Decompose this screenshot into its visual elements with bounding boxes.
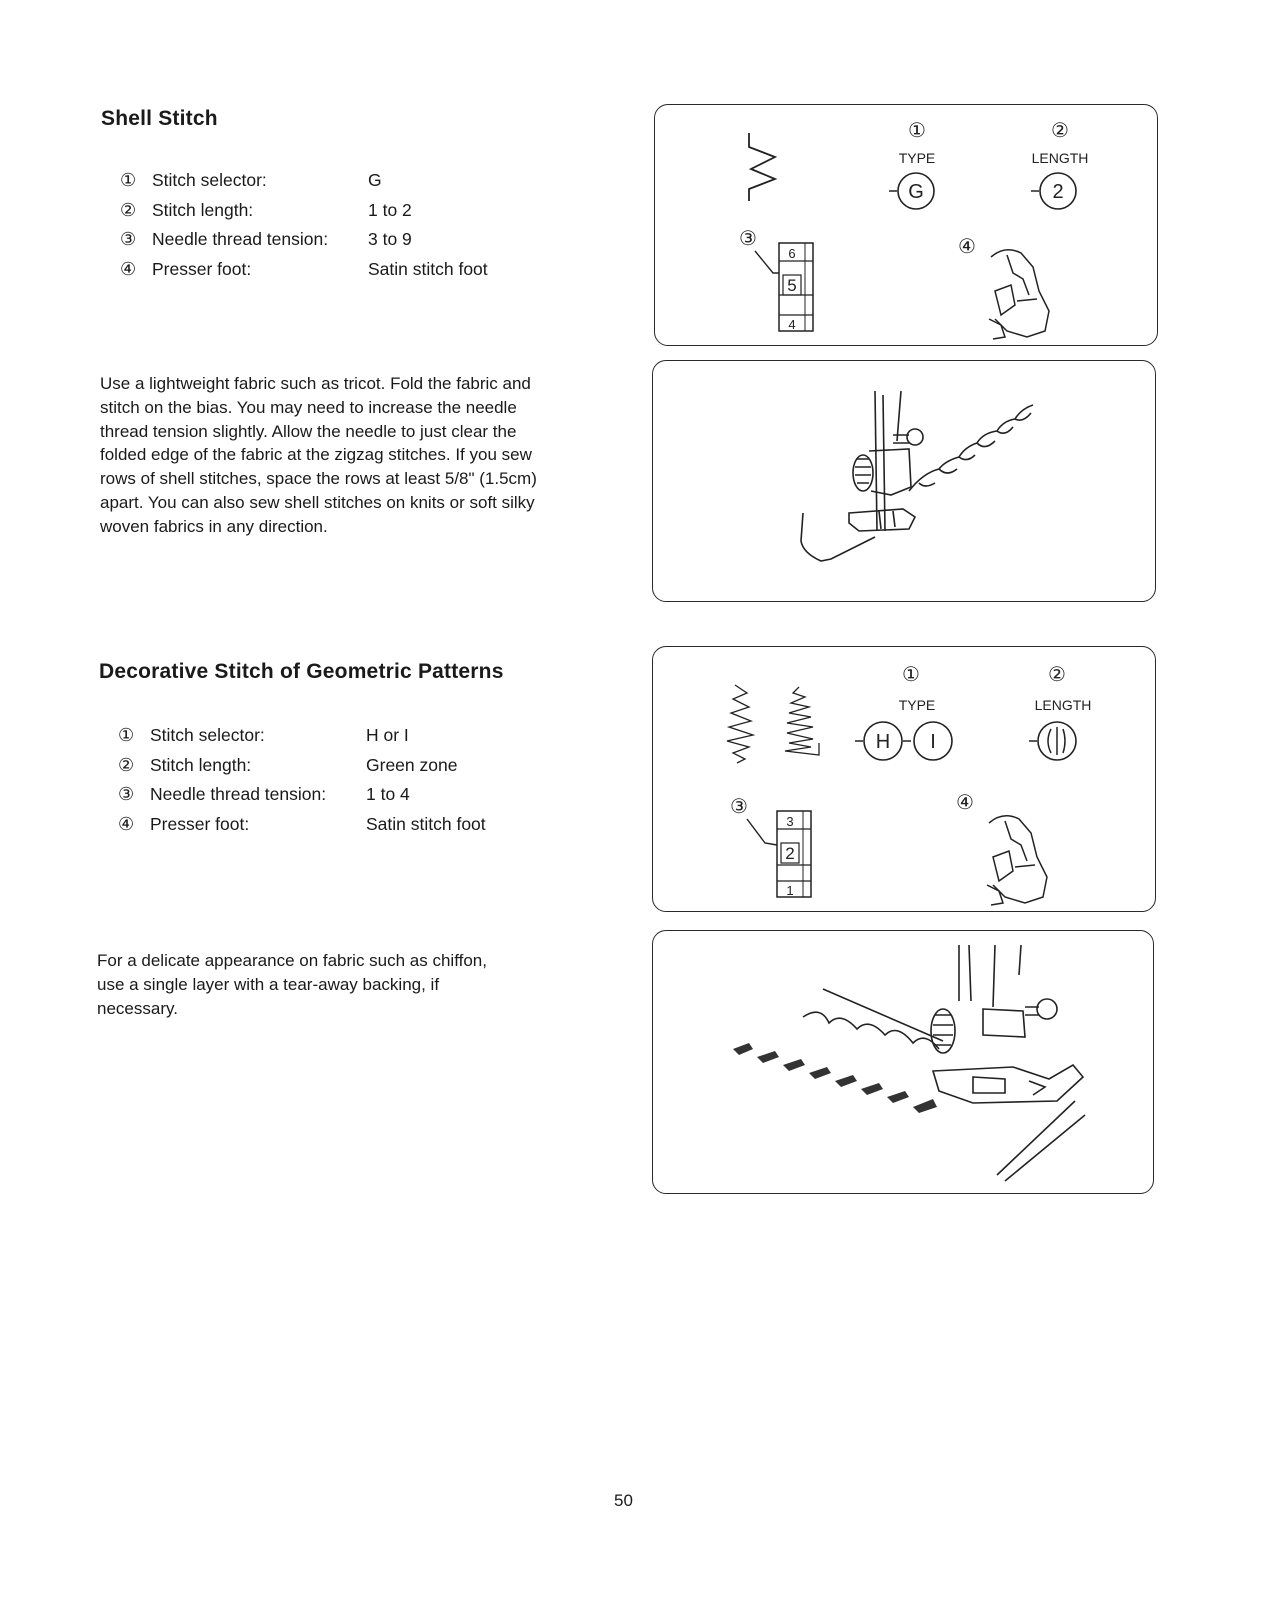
satin-stitch-foot-icon <box>987 816 1047 905</box>
setting-row <box>118 780 486 810</box>
setting-value: Satin stitch foot <box>368 258 488 279</box>
setting-label: Presser foot: <box>152 258 252 279</box>
setting-number: ③ <box>118 784 135 804</box>
setting-value: G <box>368 170 382 190</box>
length-label: LENGTH <box>1031 150 1089 166</box>
type-label: TYPE <box>898 150 936 166</box>
setting-row <box>120 196 488 226</box>
setting-value: 3 to 9 <box>368 229 412 249</box>
settings-diagram-svg <box>653 647 1155 911</box>
section-title-geometric: Decorative Stitch of Geometric Patterns <box>99 660 504 683</box>
body-line: thread tension slightly. Allow the needle to just clear the <box>100 421 517 441</box>
setting-number: ④ <box>118 813 135 834</box>
tension-top-value: 6 <box>788 246 796 261</box>
callout-3: ③ <box>739 228 757 250</box>
callout-4: ④ <box>956 792 974 814</box>
callout-1: ① <box>902 664 920 686</box>
setting-value: 1 to 2 <box>368 199 412 220</box>
satin-stitch-foot-icon <box>989 250 1049 339</box>
tension-bottom-value: 4 <box>788 317 796 332</box>
setting-label: Presser foot: <box>150 813 250 834</box>
settings-diagram-geometric <box>652 646 1156 912</box>
shell-stitch-symbol-icon <box>749 133 775 201</box>
setting-number: ② <box>118 754 135 775</box>
tension-bottom-value: 1 <box>786 883 794 898</box>
setting-label: Needle thread tension: <box>150 784 327 804</box>
callout-4: ④ <box>958 236 976 258</box>
section-title-shell-stitch: Shell Stitch <box>101 107 218 130</box>
body-line: folded edge of the fabric at the zigzag stitches. If you sew <box>100 445 532 465</box>
sewing-illustration-geometric <box>652 930 1154 1194</box>
setting-row <box>118 721 486 751</box>
setting-label: Stitch selector: <box>152 170 267 190</box>
setting-number: ④ <box>120 258 137 279</box>
setting-value: Green zone <box>366 754 458 775</box>
body-line: woven fabrics in any direction. <box>100 516 328 536</box>
body-line: Use a lightweight fabric such as tricot. Fold the fabric and <box>100 374 531 393</box>
callout-1: ① <box>908 120 926 142</box>
type-dial-i-value: I <box>930 731 936 753</box>
setting-row <box>120 166 488 196</box>
setting-number: ① <box>118 725 135 745</box>
geometric-stitch-illustration-icon <box>653 931 1153 1193</box>
setting-row <box>118 810 486 840</box>
sewing-illustration-shell <box>652 360 1156 602</box>
body-line: rows of shell stitches, space the rows at least 5/8" (1.5cm) <box>100 469 537 489</box>
type-dial-h-value: H <box>875 731 891 753</box>
setting-value: 1 to 4 <box>366 784 410 804</box>
tension-mid-value: 2 <box>785 844 795 863</box>
shell-stitch-illustration-icon <box>653 361 1155 601</box>
setting-number: ② <box>120 199 137 220</box>
length-label: LENGTH <box>1034 697 1092 713</box>
type-label: TYPE <box>898 697 936 713</box>
setting-number: ① <box>120 170 137 190</box>
setting-row <box>118 751 486 781</box>
body-line: apart. You can also sew shell stitches on knits or soft silky <box>100 492 535 512</box>
setting-label: Needle thread tension: <box>152 229 329 249</box>
body-line: For a delicate appearance on fabric such as chiffon, <box>97 951 487 970</box>
setting-row <box>120 225 488 255</box>
tension-top-value: 3 <box>786 814 794 829</box>
body-line: stitch on the bias. You may need to increase the needle <box>100 397 517 417</box>
callout-3: ③ <box>730 796 748 818</box>
satin-stitch-blocks <box>733 1043 937 1113</box>
setting-label: Stitch length: <box>150 754 252 775</box>
settings-diagram-shell <box>654 104 1158 346</box>
settings-diagram-svg <box>655 105 1157 345</box>
setting-value: H or I <box>366 725 409 745</box>
type-dial-value: G <box>908 181 924 203</box>
body-line: necessary. <box>97 998 178 1018</box>
setting-label: Stitch selector: <box>150 725 265 745</box>
body-text-shell <box>100 372 620 539</box>
page-number: 50 <box>614 1491 633 1510</box>
length-dial-value: 2 <box>1052 181 1064 203</box>
setting-label: Stitch length: <box>152 199 254 220</box>
body-line: use a single layer with a tear-away backing, if <box>97 974 440 994</box>
settings-list-shell <box>120 166 488 284</box>
callout-2: ② <box>1051 120 1069 142</box>
tension-mid-value: 5 <box>787 276 797 295</box>
geometric-stitch-symbols-icon <box>727 685 819 763</box>
callout-2: ② <box>1048 664 1066 686</box>
settings-list-geometric <box>118 721 486 839</box>
setting-value: Satin stitch foot <box>366 813 486 834</box>
setting-row <box>120 255 488 285</box>
body-text-geometric <box>97 949 617 1020</box>
setting-number: ③ <box>120 229 137 249</box>
